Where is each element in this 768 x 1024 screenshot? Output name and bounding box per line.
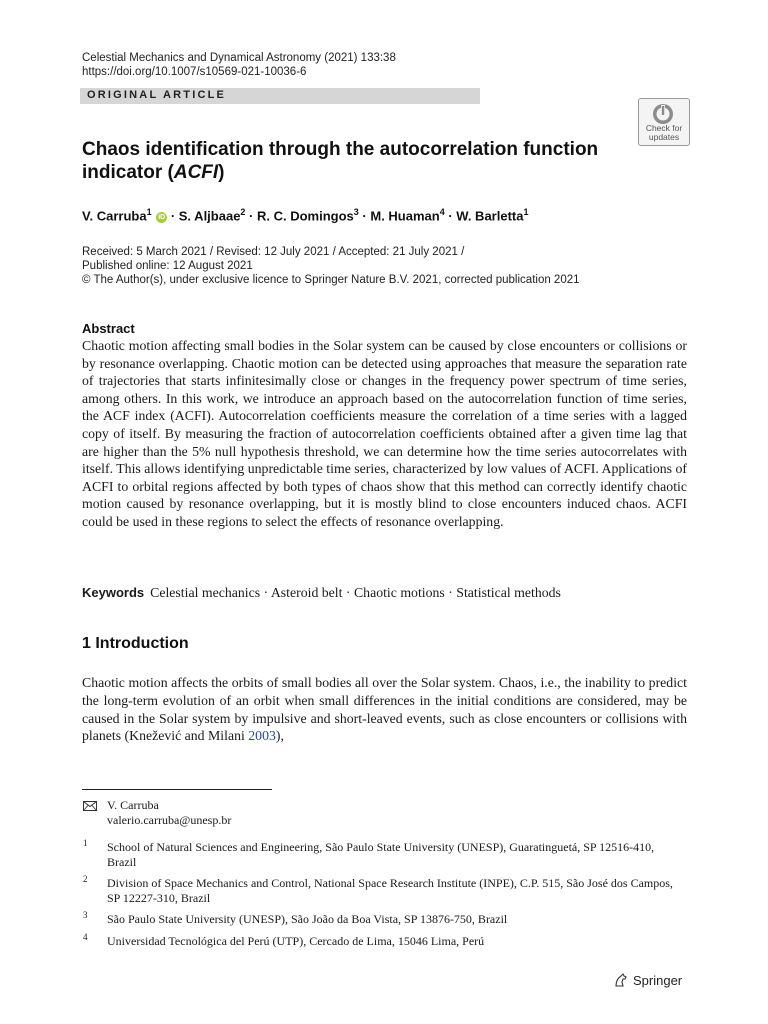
section-heading-introduction: 1 Introduction	[82, 635, 189, 652]
affiliation-text: School of Natural Sciences and Engineering, São Paulo State University (UNESP), Guaratinguetá, SP 12516-410, Brazil	[107, 840, 655, 869]
title-main: Chaos identification through the autocorrelation function indicator (	[82, 139, 599, 183]
corresponding-author-name: V. Carruba	[107, 798, 159, 812]
abstract-body: Chaotic motion affecting small bodies in the Solar system can be caused by close encounters or collisions or by resonance overlapping. Chaotic motion can be detected using approaches that measure the separation rate of trajectories that starts infinitesimally close or changes in the frequency power spectrum of time series, among others. In this work, we introduce an approach based on the autocorrelation function of time series, the ACF index (ACFI). Autocorrelation coefficients measure the correlation of a time series with a lagged copy of itself. By measuring the fraction of autocorrelation coefficients obtained after a given time lag that are higher than the 5% null hypothesis threshold, we can determine how the time series autocorrelates with itself. This allows identifying unpredictable time series, characterized by low values of ACFI. Applications of ACFI to orbital regions affected by both types of chaos show that this method can correctly identify chaotic motion caused by resonance overlapping, but it is mostly blind to close encounters induced chaos. ACFI could be used in these regions to select the effects of resonance overlapping.	[82, 338, 687, 529]
affiliation-number: 2	[83, 874, 88, 884]
check-updates-line2: updates	[648, 132, 680, 142]
author-name[interactable]: V. Carruba	[82, 208, 147, 224]
author-affiliation-mark: 1	[523, 207, 529, 217]
author-affiliation-mark: 3	[353, 207, 359, 217]
article-type-label: ORIGINAL ARTICLE	[87, 89, 227, 101]
author-name[interactable]: W. Barletta	[456, 208, 524, 224]
affiliation-number: 4	[83, 932, 88, 942]
paper-title	[82, 138, 642, 184]
doi-link[interactable]: https://doi.org/10.1007/s10569-021-10036-6	[82, 66, 307, 78]
check-updates-text	[639, 124, 689, 142]
author-list: V. Carruba$^1$ iD · S. Aljbaae$^2$ · R. C. Domingos$^3$ · M. Huaman$^4$ · W. Barletta$^1$	[82, 207, 529, 224]
author-name[interactable]: M. Huaman	[370, 208, 440, 224]
affiliation-text: Division of Space Mechanics and Control, National Space Research Institute (INPE), C.P. 515, São José dos Campos, SP 12227-310, Brazil	[107, 876, 673, 905]
publisher-name: Springer	[633, 973, 683, 988]
keywords	[82, 585, 561, 601]
author-name[interactable]: S. Aljbaae	[178, 208, 241, 224]
published-date: Published online: 12 August 2021	[82, 260, 253, 272]
author-affiliation-mark: 4	[439, 207, 445, 217]
corresponding-author-email[interactable]: valerio.carruba@unesp.br	[107, 813, 232, 827]
affiliation-number: 3	[83, 910, 88, 920]
affiliation-text: Universidad Tecnológica del Perú (UTP), Cercado de Lima, 15046 Lima, Perú	[107, 934, 485, 948]
envelope-icon	[83, 801, 97, 811]
introduction-body	[82, 674, 687, 745]
introduction-text: Chaotic motion affects the orbits of small bodies all over the Solar system. Chaos, i.e., the inability to predict the long-term evolution of an orbit when small differences in the initial conditions are considered, may be caused in the Solar system by impulsive and short-leaved events, such as close encounters or collisions with planets (Knežević and Milani	[82, 675, 687, 744]
abstract-heading: Abstract	[82, 321, 135, 336]
copyright-notice: © The Author(s), under exclusive licence to Springer Nature B.V. 2021, corrected publication 2021	[82, 274, 580, 286]
orcid-icon[interactable]: iD	[158, 214, 166, 222]
citation-link[interactable]: 2003	[248, 728, 276, 744]
footnote-divider	[82, 789, 272, 790]
author-name[interactable]: R. C. Domingos	[257, 208, 354, 224]
introduction-text-end: ),	[275, 728, 284, 744]
received-dates: Received: 5 March 2021 / Revised: 12 July 2021 / Accepted: 21 July 2021 /	[82, 246, 465, 258]
affiliation-text: São Paulo State University (UNESP), São João da Boa Vista, SP 13876-750, Brazil	[107, 912, 508, 926]
keywords-list: Celestial mechanics · Asteroid belt · Chaotic motions · Statistical methods	[150, 585, 561, 600]
check-updates-icon	[652, 103, 674, 125]
journal-citation: Celestial Mechanics and Dynamical Astronomy (2021) 133:38	[82, 52, 396, 64]
check-updates-line1: Check for	[645, 123, 683, 133]
springer-horse-icon	[613, 972, 629, 988]
author-affiliation-mark: 2	[240, 207, 246, 217]
affiliation-number: 1	[83, 838, 88, 848]
article-type-bar	[80, 88, 480, 104]
check-for-updates-badge[interactable]	[638, 98, 690, 146]
author-affiliation-mark: 1	[146, 207, 152, 217]
keywords-label: Keywords	[82, 585, 145, 600]
title-acronym: ACFI	[173, 162, 219, 183]
title-close: )	[218, 162, 225, 183]
